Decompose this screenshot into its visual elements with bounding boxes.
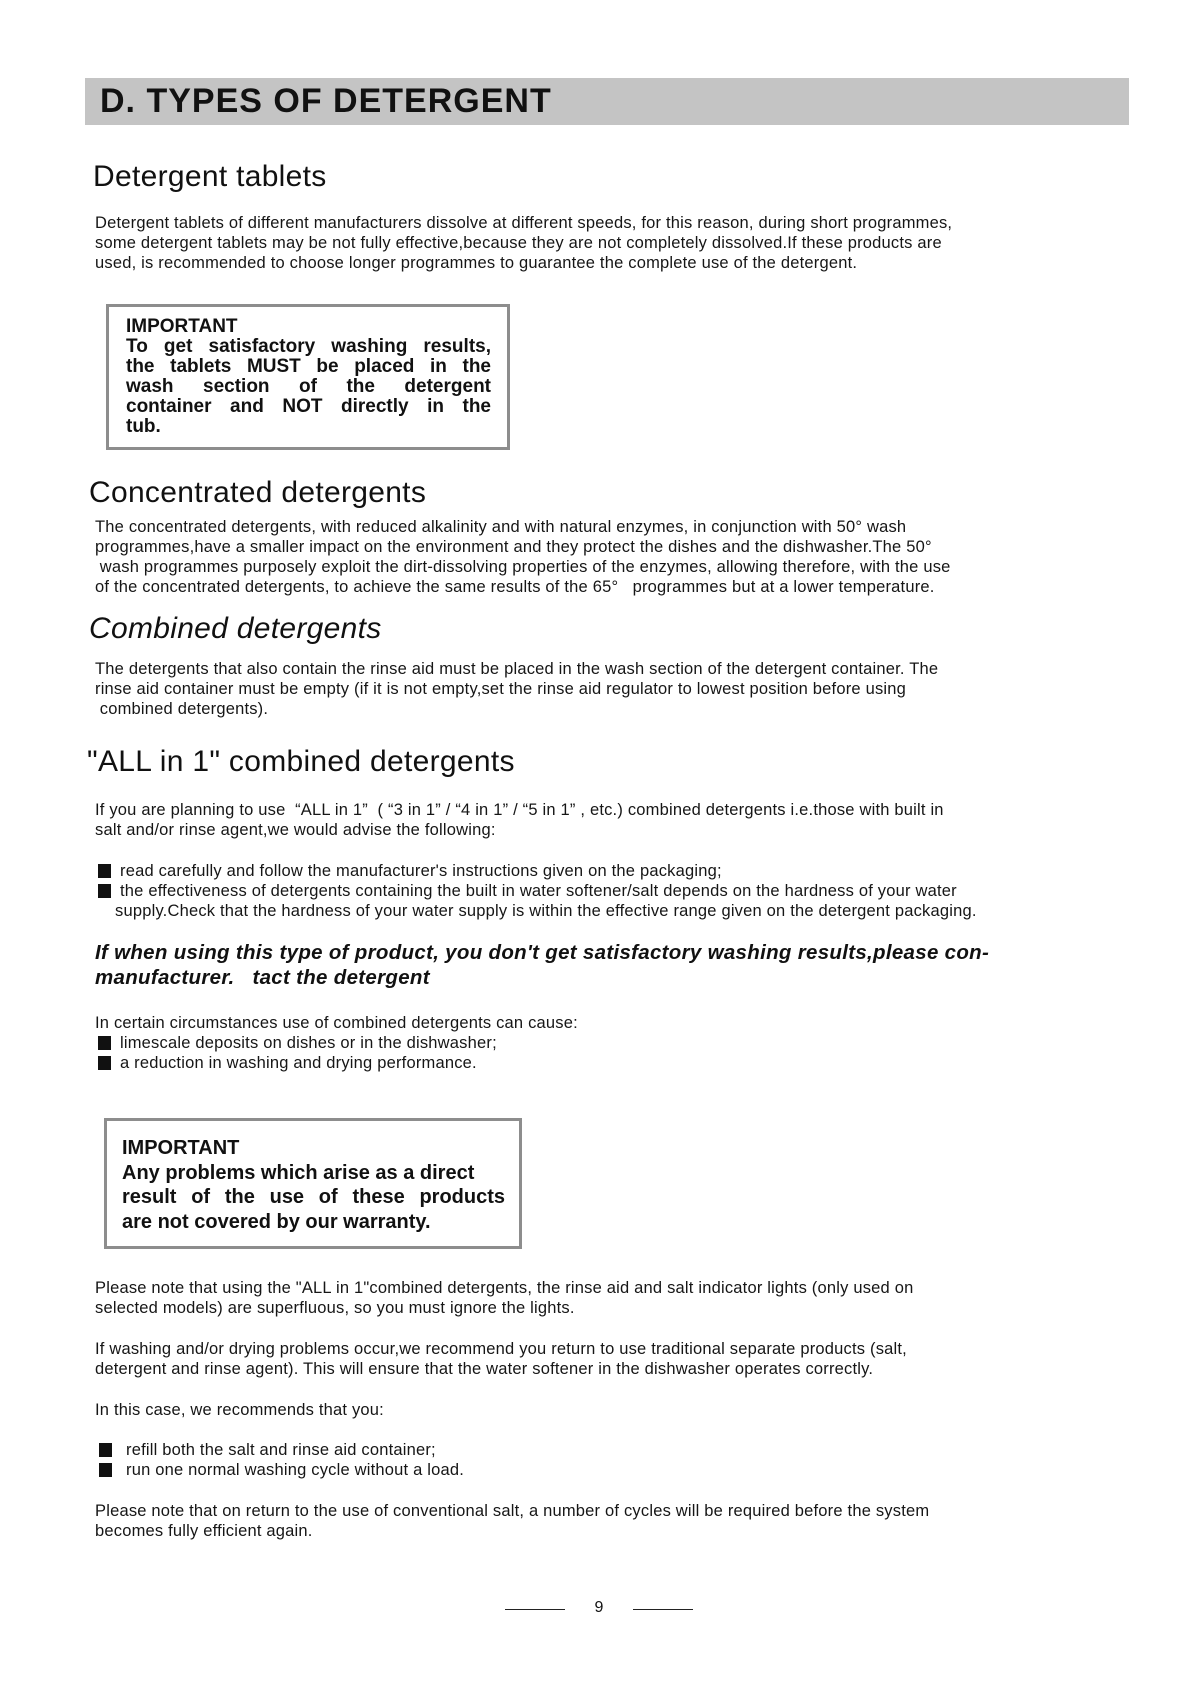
bullet-line: limescale deposits on dishes or in the dishwasher; bbox=[120, 1034, 497, 1052]
list-item bbox=[98, 1033, 497, 1053]
heading-combined-detergents: Combined detergents bbox=[89, 612, 382, 645]
tablets-line-2: some detergent tablets may be not fully effective,because they are not completely dissolved.If these products are bbox=[95, 234, 942, 252]
list-item bbox=[98, 881, 977, 921]
important-line-5: tub. bbox=[126, 416, 161, 437]
combined-line-3: combined detergents). bbox=[95, 700, 269, 718]
circumstances-list bbox=[98, 1033, 497, 1073]
concentrated-line-4: of the concentrated detergents, to achieve the same results of the 65° programmes but at a lower temperature. bbox=[95, 578, 935, 596]
important-line-3: wash section of the detergent bbox=[126, 376, 491, 397]
case-intro: In this case, we recommends that you: bbox=[95, 1401, 384, 1419]
heading-all-in-1: "ALL in 1" combined detergents bbox=[87, 745, 515, 778]
tablets-paragraph bbox=[95, 213, 952, 273]
bullet-square-icon bbox=[98, 1036, 111, 1050]
important-line-1: To get satisfactory washing results, bbox=[126, 336, 491, 357]
important-title: IMPORTANT bbox=[122, 1137, 240, 1159]
bullet-square-icon bbox=[98, 864, 111, 878]
page-number: 9 bbox=[594, 1599, 604, 1616]
concentrated-paragraph bbox=[95, 517, 951, 597]
note2-line-1: If washing and/or drying problems occur,we recommend you return to use traditional separate products (salt, bbox=[95, 1340, 907, 1358]
note-indicator-lights bbox=[95, 1278, 913, 1318]
list-item bbox=[98, 1053, 497, 1073]
note2-line-2: detergent and rinse agent). This will ensure that the water softener in the dishwasher operates correctly. bbox=[95, 1360, 874, 1378]
tablets-line-3: used, is recommended to choose longer programmes to guarantee the complete use of the detergent. bbox=[95, 254, 858, 272]
final-note bbox=[95, 1501, 929, 1541]
list-item bbox=[98, 861, 977, 881]
bullet-line: read carefully and follow the manufacturer's instructions given on the packaging; bbox=[120, 862, 722, 880]
concentrated-line-1: The concentrated detergents, with reduced alkalinity and with natural enzymes, in conjunction with 50° wash bbox=[95, 518, 907, 536]
list-item bbox=[99, 1440, 464, 1460]
emphasis-line-2: manufacturer. tact the detergent bbox=[95, 966, 430, 989]
important-title: IMPORTANT bbox=[126, 316, 238, 337]
allin1-intro-line-1: If you are planning to use “ALL in 1” ( “3 in 1” / “4 in 1” / “5 in 1” , etc.) combined detergents i.e.those with built in bbox=[95, 801, 944, 819]
bullet-line: the effectiveness of detergents containing the built in water softener/salt depends on the hardness of your water bbox=[120, 882, 957, 900]
note1-line-2: selected models) are superfluous, so you must ignore the lights. bbox=[95, 1299, 575, 1317]
tablets-line-1: Detergent tablets of different manufacturers dissolve at different speeds, for this reason, during short programmes, bbox=[95, 214, 953, 232]
heading-detergent-tablets: Detergent tablets bbox=[93, 160, 327, 193]
important-box-warranty bbox=[104, 1118, 522, 1249]
allin1-intro bbox=[95, 800, 944, 840]
important-line-3: are not covered by our warranty. bbox=[122, 1210, 431, 1233]
note-separate-products bbox=[95, 1339, 907, 1379]
combined-line-2: rinse aid container must be empty (if it is not empty,set the rinse aid regulator to lowest position before using bbox=[95, 680, 907, 698]
bullet-square-icon bbox=[99, 1463, 112, 1477]
section-header-bar bbox=[85, 78, 1129, 125]
important-line-4: container and NOT directly in the bbox=[126, 396, 491, 417]
section-title: D. TYPES OF DETERGENT bbox=[100, 82, 552, 120]
list-item bbox=[99, 1460, 464, 1480]
allin1-bullet-list bbox=[98, 861, 977, 921]
note1-line-1: Please note that using the "ALL in 1"combined detergents, the rinse aid and salt indicator lights (only used on bbox=[95, 1279, 914, 1297]
heading-concentrated-detergents: Concentrated detergents bbox=[89, 476, 427, 509]
important-box-tablets bbox=[106, 304, 510, 450]
allin1-intro-line-2: salt and/or rinse agent,we would advise the following: bbox=[95, 821, 496, 839]
circumstances-intro: In certain circumstances use of combined detergents can cause: bbox=[95, 1014, 578, 1032]
bullet-square-icon bbox=[98, 884, 111, 898]
combined-paragraph bbox=[95, 659, 938, 719]
warning-emphasis bbox=[95, 940, 989, 990]
bullet-line: run one normal washing cycle without a load. bbox=[126, 1461, 465, 1479]
bullet-square-icon bbox=[98, 1056, 111, 1070]
emphasis-line-1: If when using this type of product, you don't get satisfactory washing results,please con- bbox=[95, 941, 990, 964]
case-bullet-list bbox=[99, 1440, 464, 1480]
bullet-line: a reduction in washing and drying performance. bbox=[120, 1054, 477, 1072]
final-line-1: Please note that on return to the use of conventional salt, a number of cycles will be required before the system bbox=[95, 1502, 930, 1520]
bullet-line: refill both the salt and rinse aid container; bbox=[126, 1441, 436, 1459]
bullet-square-icon bbox=[99, 1443, 112, 1457]
important-line-1: Any problems which arise as a direct bbox=[122, 1161, 475, 1184]
final-line-2: becomes fully efficient again. bbox=[95, 1522, 313, 1540]
page-footer bbox=[505, 1597, 693, 1621]
concentrated-line-3: wash programmes purposely exploit the dirt-dissolving properties of the enzymes, allowing therefore, with the use bbox=[95, 558, 951, 576]
concentrated-line-2: programmes,have a smaller impact on the environment and they protect the dishes and the dishwasher.The 50° bbox=[95, 538, 932, 556]
important-line-2: the tablets MUST be placed in the bbox=[126, 356, 491, 377]
footer-rule-left bbox=[505, 1609, 565, 1610]
bullet-line: supply.Check that the hardness of your water supply is within the effective range given on the detergent packaging. bbox=[115, 902, 977, 920]
combined-line-1: The detergents that also contain the rinse aid must be placed in the wash section of the detergent container. The bbox=[95, 660, 939, 678]
footer-rule-right bbox=[633, 1609, 693, 1610]
important-line-2: result of the use of these products bbox=[122, 1186, 505, 1208]
